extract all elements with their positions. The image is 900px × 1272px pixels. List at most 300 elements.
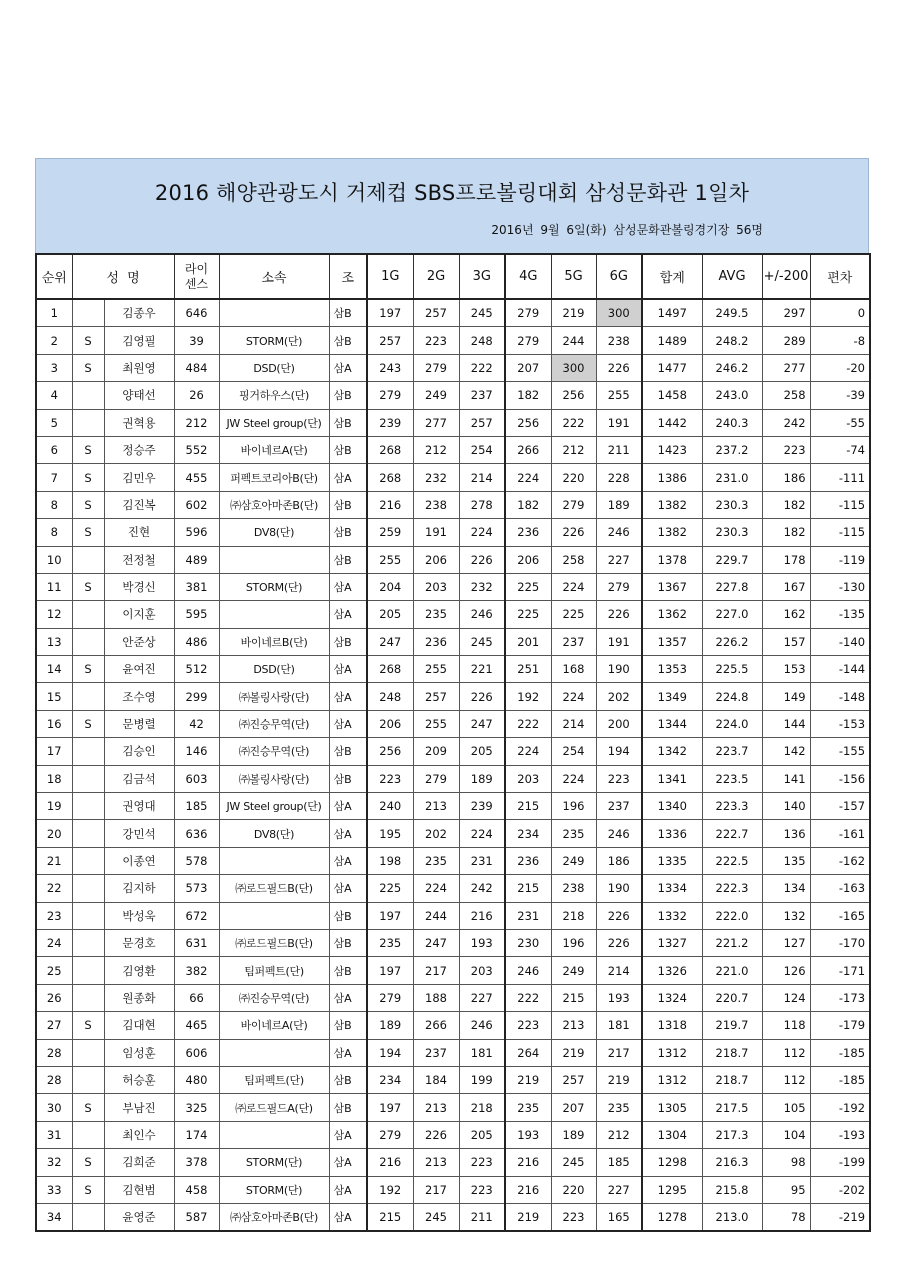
cell-license: 458 (174, 1176, 219, 1203)
cell-diff200: 132 (762, 902, 810, 929)
cell-total: 1278 (642, 1203, 702, 1231)
cell-game-3: 214 (459, 464, 505, 491)
cell-game-3: 199 (459, 1066, 505, 1093)
cell-total: 1298 (642, 1149, 702, 1176)
cell-game-4: 235 (505, 1094, 551, 1121)
cell-license: 552 (174, 436, 219, 463)
cell-name: 김지하 (104, 875, 174, 902)
cell-group: 삼B (329, 1066, 367, 1093)
cell-game-6: 191 (596, 628, 642, 655)
cell-diff200: 140 (762, 793, 810, 820)
cell-team (219, 546, 329, 573)
cell-game-3: 242 (459, 875, 505, 902)
cell-license: 595 (174, 601, 219, 628)
cell-game-3: 216 (459, 902, 505, 929)
cell-diff200: 112 (762, 1066, 810, 1093)
table-row (36, 765, 870, 792)
cell-team: JW Steel group(단) (219, 409, 329, 436)
cell-game-1: 268 (367, 656, 413, 683)
cell-rank: 19 (36, 793, 72, 820)
cell-group: 삼B (329, 1094, 367, 1121)
header-g3: 3G (459, 254, 505, 299)
table-row (36, 1176, 870, 1203)
table-row (36, 546, 870, 573)
cell-rank: 1 (36, 299, 72, 327)
cell-group: 삼B (329, 299, 367, 327)
table-row (36, 409, 870, 436)
cell-diff200: 149 (762, 683, 810, 710)
cell-group: 삼A (329, 1176, 367, 1203)
cell-license: 146 (174, 738, 219, 765)
cell-game-1: 256 (367, 738, 413, 765)
cell-rank: 32 (36, 1149, 72, 1176)
cell-game-2: 255 (413, 656, 459, 683)
cell-rank: 4 (36, 382, 72, 409)
cell-gap: -219 (810, 1203, 870, 1231)
cell-avg: 237.2 (702, 436, 762, 463)
cell-game-1: 216 (367, 1149, 413, 1176)
cell-team (219, 601, 329, 628)
cell-rank: 33 (36, 1176, 72, 1203)
table-row (36, 1094, 870, 1121)
cell-game-4: 234 (505, 820, 551, 847)
cell-game-4: 266 (505, 436, 551, 463)
cell-license: 39 (174, 327, 219, 354)
cell-license: 381 (174, 573, 219, 600)
cell-gap: -8 (810, 327, 870, 354)
cell-rank: 23 (36, 902, 72, 929)
cell-gap: -157 (810, 793, 870, 820)
table-row (36, 1039, 870, 1066)
cell-team: DSD(단) (219, 656, 329, 683)
header-license: 라이 센스 (174, 254, 219, 299)
cell-game-6: 165 (596, 1203, 642, 1231)
cell-group: 삼A (329, 820, 367, 847)
cell-name: 김승인 (104, 738, 174, 765)
cell-seed (72, 382, 104, 409)
header-g1: 1G (367, 254, 413, 299)
cell-diff200: 126 (762, 957, 810, 984)
cell-game-5: 244 (551, 327, 596, 354)
cell-rank: 10 (36, 546, 72, 573)
cell-total: 1362 (642, 601, 702, 628)
cell-total: 1312 (642, 1039, 702, 1066)
cell-game-2: 213 (413, 1094, 459, 1121)
cell-game-4: 201 (505, 628, 551, 655)
cell-game-1: 255 (367, 546, 413, 573)
cell-diff200: 134 (762, 875, 810, 902)
cell-total: 1349 (642, 683, 702, 710)
cell-rank: 26 (36, 984, 72, 1011)
cell-game-3: 254 (459, 436, 505, 463)
cell-license: 455 (174, 464, 219, 491)
cell-seed (72, 820, 104, 847)
cell-total: 1341 (642, 765, 702, 792)
cell-group: 삼B (329, 436, 367, 463)
cell-avg: 218.7 (702, 1066, 762, 1093)
cell-seed (72, 628, 104, 655)
event-subtitle: 2016년 9월 6일(화) 삼성문화관볼링경기장 56명 (491, 223, 763, 237)
cell-rank: 30 (36, 1094, 72, 1121)
cell-name: 김종우 (104, 299, 174, 327)
cell-seed (72, 875, 104, 902)
cell-diff200: 182 (762, 491, 810, 518)
cell-name: 부남진 (104, 1094, 174, 1121)
cell-game-4: 236 (505, 519, 551, 546)
table-row (36, 683, 870, 710)
cell-game-2: 279 (413, 354, 459, 381)
cell-game-1: 216 (367, 491, 413, 518)
cell-group: 삼B (329, 327, 367, 354)
cell-gap: -165 (810, 902, 870, 929)
cell-game-3: 218 (459, 1094, 505, 1121)
cell-game-2: 213 (413, 793, 459, 820)
cell-team (219, 902, 329, 929)
cell-diff200: 98 (762, 1149, 810, 1176)
cell-rank: 22 (36, 875, 72, 902)
table-row (36, 299, 870, 327)
cell-license: 646 (174, 299, 219, 327)
cell-group: 삼A (329, 710, 367, 737)
cell-game-6: 214 (596, 957, 642, 984)
cell-team: DV8(단) (219, 820, 329, 847)
cell-game-2: 247 (413, 929, 459, 956)
cell-diff200: 182 (762, 519, 810, 546)
cell-group: 삼B (329, 491, 367, 518)
cell-team: 팀퍼펙트(단) (219, 957, 329, 984)
cell-game-3: 222 (459, 354, 505, 381)
cell-game-4: 223 (505, 1012, 551, 1039)
cell-license: 378 (174, 1149, 219, 1176)
cell-gap: -115 (810, 519, 870, 546)
cell-game-4: 192 (505, 683, 551, 710)
cell-seed (72, 738, 104, 765)
cell-game-5: 223 (551, 1203, 596, 1231)
cell-game-5: 258 (551, 546, 596, 573)
cell-diff200: 142 (762, 738, 810, 765)
cell-license: 587 (174, 1203, 219, 1231)
cell-game-5: 256 (551, 382, 596, 409)
cell-game-1: 194 (367, 1039, 413, 1066)
cell-game-5: 249 (551, 847, 596, 874)
cell-total: 1305 (642, 1094, 702, 1121)
cell-avg: 213.0 (702, 1203, 762, 1231)
cell-team: 퍼펙트코리아B(단) (219, 464, 329, 491)
cell-game-4: 251 (505, 656, 551, 683)
cell-game-4: 182 (505, 382, 551, 409)
cell-license: 578 (174, 847, 219, 874)
cell-game-6: 202 (596, 683, 642, 710)
cell-rank: 14 (36, 656, 72, 683)
cell-rank: 5 (36, 409, 72, 436)
cell-game-2: 277 (413, 409, 459, 436)
cell-license: 596 (174, 519, 219, 546)
cell-name: 권혁용 (104, 409, 174, 436)
cell-seed: S (72, 327, 104, 354)
cell-game-5: 218 (551, 902, 596, 929)
table-row (36, 327, 870, 354)
cell-game-6: 186 (596, 847, 642, 874)
cell-license: 512 (174, 656, 219, 683)
header-team: 소속 (219, 254, 329, 299)
cell-game-1: 197 (367, 1094, 413, 1121)
cell-game-6: 212 (596, 1121, 642, 1148)
cell-team: ㈜로드필드A(단) (219, 1094, 329, 1121)
cell-game-3: 257 (459, 409, 505, 436)
cell-game-6: 238 (596, 327, 642, 354)
cell-team: DV8(단) (219, 519, 329, 546)
cell-game-5: 196 (551, 793, 596, 820)
cell-game-3: 223 (459, 1149, 505, 1176)
cell-avg: 225.5 (702, 656, 762, 683)
cell-group: 삼B (329, 519, 367, 546)
cell-diff200: 78 (762, 1203, 810, 1231)
cell-avg: 226.2 (702, 628, 762, 655)
cell-team: ㈜삼호아마존B(단) (219, 1203, 329, 1231)
cell-license: 325 (174, 1094, 219, 1121)
cell-gap: -115 (810, 491, 870, 518)
cell-game-4: 215 (505, 875, 551, 902)
cell-name: 김희준 (104, 1149, 174, 1176)
cell-gap: -170 (810, 929, 870, 956)
cell-team: 바이네르B(단) (219, 628, 329, 655)
header-g5: 5G (551, 254, 596, 299)
cell-game-4: 222 (505, 984, 551, 1011)
cell-game-2: 266 (413, 1012, 459, 1039)
cell-rank: 17 (36, 738, 72, 765)
cell-game-5: 224 (551, 573, 596, 600)
cell-avg: 219.7 (702, 1012, 762, 1039)
cell-game-2: 226 (413, 1121, 459, 1148)
cell-game-4: 207 (505, 354, 551, 381)
cell-avg: 224.0 (702, 710, 762, 737)
cell-game-6: 200 (596, 710, 642, 737)
cell-group: 삼B (329, 409, 367, 436)
cell-game-3: 211 (459, 1203, 505, 1231)
cell-license: 631 (174, 929, 219, 956)
cell-avg: 240.3 (702, 409, 762, 436)
cell-game-2: 209 (413, 738, 459, 765)
cell-game-5: 224 (551, 683, 596, 710)
cell-diff200: 105 (762, 1094, 810, 1121)
cell-game-5: 214 (551, 710, 596, 737)
cell-game-6: 246 (596, 519, 642, 546)
table-row (36, 491, 870, 518)
cell-name: 김금석 (104, 765, 174, 792)
cell-name: 이종연 (104, 847, 174, 874)
cell-gap: -163 (810, 875, 870, 902)
cell-game-4: 216 (505, 1176, 551, 1203)
cell-game-1: 259 (367, 519, 413, 546)
cell-diff200: 141 (762, 765, 810, 792)
cell-game-4: 230 (505, 929, 551, 956)
header-name: 성 명 (72, 254, 174, 299)
cell-license: 636 (174, 820, 219, 847)
cell-game-6: 226 (596, 601, 642, 628)
cell-game-5: 219 (551, 299, 596, 327)
cell-group: 삼B (329, 765, 367, 792)
cell-game-2: 188 (413, 984, 459, 1011)
table-row (36, 957, 870, 984)
table-row (36, 984, 870, 1011)
cell-team: ㈜로드필드B(단) (219, 929, 329, 956)
cell-seed: S (72, 710, 104, 737)
cell-total: 1382 (642, 491, 702, 518)
cell-game-6: 246 (596, 820, 642, 847)
cell-game-2: 203 (413, 573, 459, 600)
cell-group: 삼A (329, 793, 367, 820)
cell-seed (72, 683, 104, 710)
cell-diff200: 144 (762, 710, 810, 737)
cell-avg: 231.0 (702, 464, 762, 491)
cell-game-2: 202 (413, 820, 459, 847)
cell-rank: 21 (36, 847, 72, 874)
cell-game-6: 189 (596, 491, 642, 518)
cell-license: 486 (174, 628, 219, 655)
cell-game-2: 255 (413, 710, 459, 737)
cell-diff200: 223 (762, 436, 810, 463)
cell-team: STORM(단) (219, 327, 329, 354)
cell-avg: 222.3 (702, 875, 762, 902)
cell-game-2: 184 (413, 1066, 459, 1093)
cell-game-1: 223 (367, 765, 413, 792)
cell-team (219, 1121, 329, 1148)
cell-avg: 223.5 (702, 765, 762, 792)
cell-total: 1295 (642, 1176, 702, 1203)
cell-name: 조수영 (104, 683, 174, 710)
cell-game-5: 224 (551, 765, 596, 792)
cell-game-1: 247 (367, 628, 413, 655)
cell-group: 삼A (329, 984, 367, 1011)
cell-game-1: 234 (367, 1066, 413, 1093)
cell-game-2: 217 (413, 957, 459, 984)
cell-license: 185 (174, 793, 219, 820)
cell-game-2: 232 (413, 464, 459, 491)
cell-game-3: 193 (459, 929, 505, 956)
cell-gap: -111 (810, 464, 870, 491)
cell-game-4: 206 (505, 546, 551, 573)
cell-gap: -148 (810, 683, 870, 710)
cell-game-4: 224 (505, 738, 551, 765)
cell-diff200: 136 (762, 820, 810, 847)
cell-total: 1382 (642, 519, 702, 546)
cell-game-6: 235 (596, 1094, 642, 1121)
cell-total: 1489 (642, 327, 702, 354)
cell-avg: 217.3 (702, 1121, 762, 1148)
cell-game-6: 181 (596, 1012, 642, 1039)
cell-seed (72, 409, 104, 436)
cell-game-5: 238 (551, 875, 596, 902)
cell-team (219, 299, 329, 327)
table-row (36, 573, 870, 600)
cell-rank: 3 (36, 354, 72, 381)
cell-gap: -130 (810, 573, 870, 600)
cell-game-3: 246 (459, 1012, 505, 1039)
cell-gap: -39 (810, 382, 870, 409)
cell-game-5: 254 (551, 738, 596, 765)
cell-game-3: 223 (459, 1176, 505, 1203)
cell-game-5: 235 (551, 820, 596, 847)
page-title: 2016 해양관광도시 거제컵 SBS프로볼링대회 삼성문화관 1일차 (154, 181, 750, 205)
cell-seed: S (72, 519, 104, 546)
cell-seed (72, 1039, 104, 1066)
cell-team: ㈜볼링사랑(단) (219, 683, 329, 710)
cell-diff200: 127 (762, 929, 810, 956)
cell-name: 진현 (104, 519, 174, 546)
cell-game-6: 255 (596, 382, 642, 409)
cell-game-3: 226 (459, 683, 505, 710)
cell-game-1: 197 (367, 957, 413, 984)
cell-game-2: 236 (413, 628, 459, 655)
cell-seed (72, 765, 104, 792)
cell-game-4: 203 (505, 765, 551, 792)
cell-game-4: 279 (505, 299, 551, 327)
cell-rank: 20 (36, 820, 72, 847)
cell-game-3: 224 (459, 519, 505, 546)
cell-rank: 7 (36, 464, 72, 491)
cell-group: 삼A (329, 847, 367, 874)
cell-gap: -55 (810, 409, 870, 436)
cell-game-4: 225 (505, 573, 551, 600)
cell-game-2: 279 (413, 765, 459, 792)
cell-game-1: 243 (367, 354, 413, 381)
cell-game-5: 196 (551, 929, 596, 956)
cell-game-2: 245 (413, 1203, 459, 1231)
cell-game-2: 238 (413, 491, 459, 518)
cell-avg: 215.8 (702, 1176, 762, 1203)
cell-name: 박경신 (104, 573, 174, 600)
cell-gap: -20 (810, 354, 870, 381)
cell-game-1: 279 (367, 984, 413, 1011)
cell-team: 바이네르A(단) (219, 1012, 329, 1039)
cell-name: 윤여진 (104, 656, 174, 683)
cell-team (219, 1039, 329, 1066)
cell-diff200: 118 (762, 1012, 810, 1039)
cell-game-4: 222 (505, 710, 551, 737)
cell-gap: -192 (810, 1094, 870, 1121)
cell-name: 박성욱 (104, 902, 174, 929)
cell-avg: 221.2 (702, 929, 762, 956)
cell-group: 삼B (329, 382, 367, 409)
cell-game-3: 232 (459, 573, 505, 600)
header-avg: AVG (702, 254, 762, 299)
cell-game-3: 245 (459, 299, 505, 327)
cell-game-4: 219 (505, 1203, 551, 1231)
cell-team: ㈜삼호아마존B(단) (219, 491, 329, 518)
cell-avg: 222.0 (702, 902, 762, 929)
header-g2: 2G (413, 254, 459, 299)
cell-total: 1304 (642, 1121, 702, 1148)
cell-gap: -135 (810, 601, 870, 628)
cell-game-2: 217 (413, 1176, 459, 1203)
cell-license: 42 (174, 710, 219, 737)
cell-game-1: 204 (367, 573, 413, 600)
cell-team: 핑거하우스(단) (219, 382, 329, 409)
cell-total: 1336 (642, 820, 702, 847)
header-rank: 순위 (36, 254, 72, 299)
cell-diff200: 153 (762, 656, 810, 683)
cell-game-4: 231 (505, 902, 551, 929)
cell-total: 1340 (642, 793, 702, 820)
cell-license: 573 (174, 875, 219, 902)
cell-game-1: 279 (367, 1121, 413, 1148)
cell-avg: 230.3 (702, 491, 762, 518)
cell-gap: -202 (810, 1176, 870, 1203)
table-row (36, 875, 870, 902)
cell-group: 삼A (329, 354, 367, 381)
cell-game-1: 268 (367, 436, 413, 463)
table-row (36, 436, 870, 463)
